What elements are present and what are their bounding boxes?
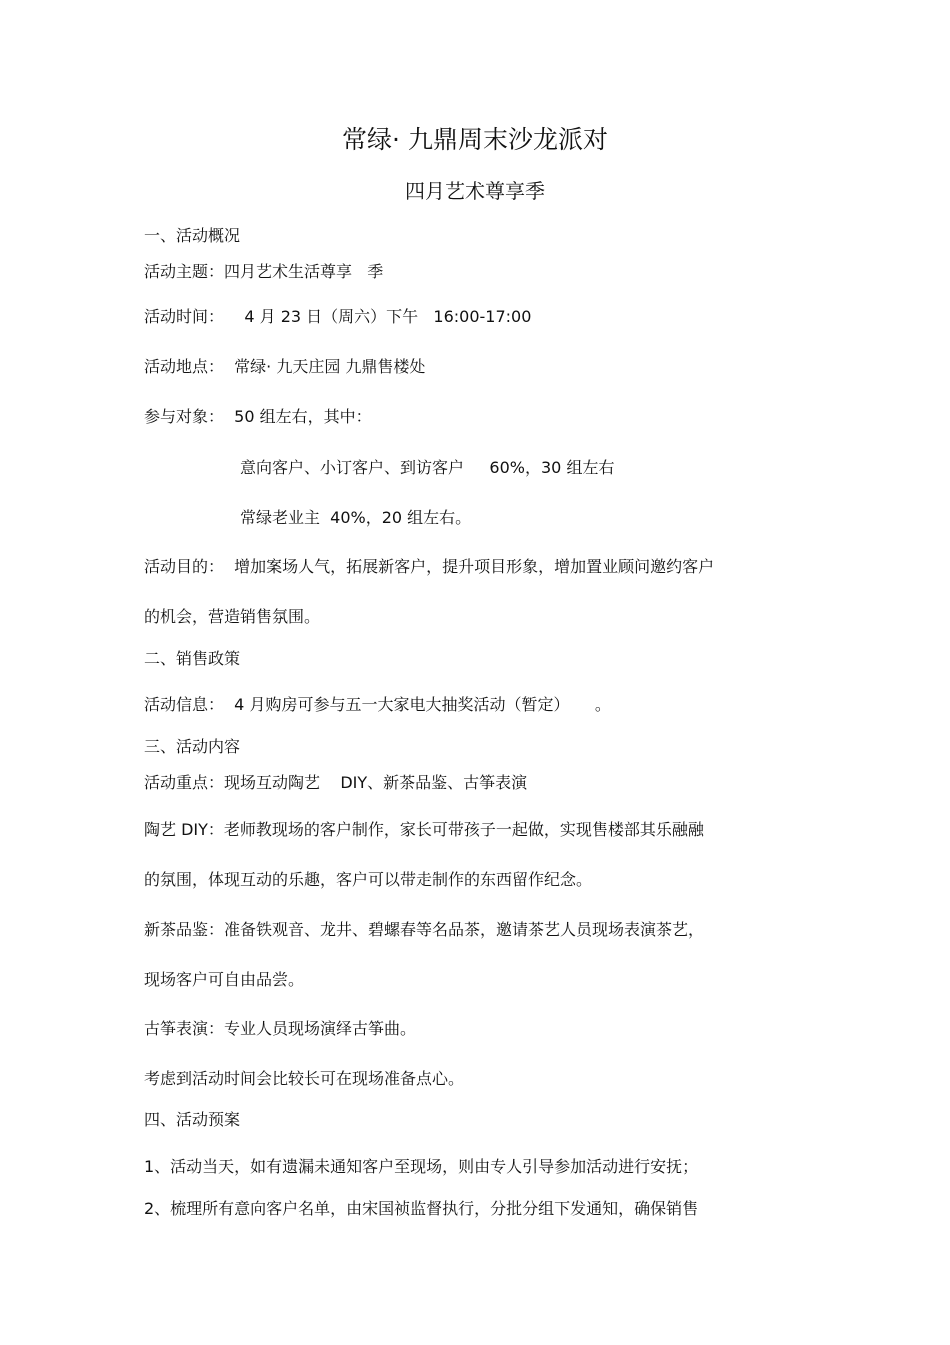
paragraph-pottery-diy-continued: 的氛围，体现互动的乐趣，客户可以带走制作的东西留作纪念。 <box>144 870 593 889</box>
paragraph-tea-tasting: 新茶品鉴：准备铁观音、龙井、碧螺春等名品茶，邀请茶艺人员现场表演茶艺， <box>144 920 705 939</box>
paragraph-purpose-continued: 的机会，营造销售氛围。 <box>144 607 321 626</box>
paragraph-participants-group-2: 常绿老业主 40%，20 组左右。 <box>240 508 472 527</box>
list-item-contingency-1: 1、活动当天，如有遗漏未通知客户至现场，则由专人引导参加活动进行安抚； <box>144 1157 699 1176</box>
paragraph-snacks: 考虑到活动时间会比较长可在现场准备点心。 <box>144 1069 465 1088</box>
paragraph-pottery-diy: 陶艺 DIY：老师教现场的客户制作，家长可带孩子一起做，实现售楼部其乐融融 <box>144 820 704 839</box>
section-heading-overview: 一、活动概况 <box>144 226 241 245</box>
paragraph-guzheng: 古筝表演：专业人员现场演绎古筝曲。 <box>144 1019 417 1038</box>
paragraph-time: 活动时间： 4 月 23 日（周六）下午 16:00-17:00 <box>144 307 532 326</box>
paragraph-highlights: 活动重点：现场互动陶艺 DIY、新茶品鉴、古筝表演 <box>144 773 528 792</box>
paragraph-participants-group-1: 意向客户、小订客户、到访客户 60%，30 组左右 <box>240 458 615 477</box>
list-item-contingency-2: 2、梳理所有意向客户名单，由宋国祯监督执行，分批分组下发通知，确保销售 <box>144 1199 699 1218</box>
paragraph-theme: 活动主题：四月艺术生活尊享 季 <box>144 262 384 281</box>
document-subtitle: 四月艺术尊享季 <box>405 179 545 203</box>
section-heading-content: 三、活动内容 <box>144 737 241 756</box>
document-title: 常绿· 九鼎周末沙龙派对 <box>342 125 608 154</box>
paragraph-purpose: 活动目的： 增加案场人气，拓展新客户，提升项目形象，增加置业顾问邀约客户 <box>144 557 715 576</box>
paragraph-participants: 参与对象： 50 组左右，其中： <box>144 407 372 426</box>
paragraph-activity-info: 活动信息： 4 月购房可参与五一大家电大抽奖活动（暂定） 。 <box>144 695 611 714</box>
paragraph-tea-tasting-continued: 现场客户可自由品尝。 <box>144 970 305 989</box>
paragraph-location: 活动地点： 常绿· 九天庄园 九鼎售楼处 <box>144 357 426 376</box>
section-heading-sales-policy: 二、销售政策 <box>144 649 241 668</box>
section-heading-contingency: 四、活动预案 <box>144 1110 241 1129</box>
